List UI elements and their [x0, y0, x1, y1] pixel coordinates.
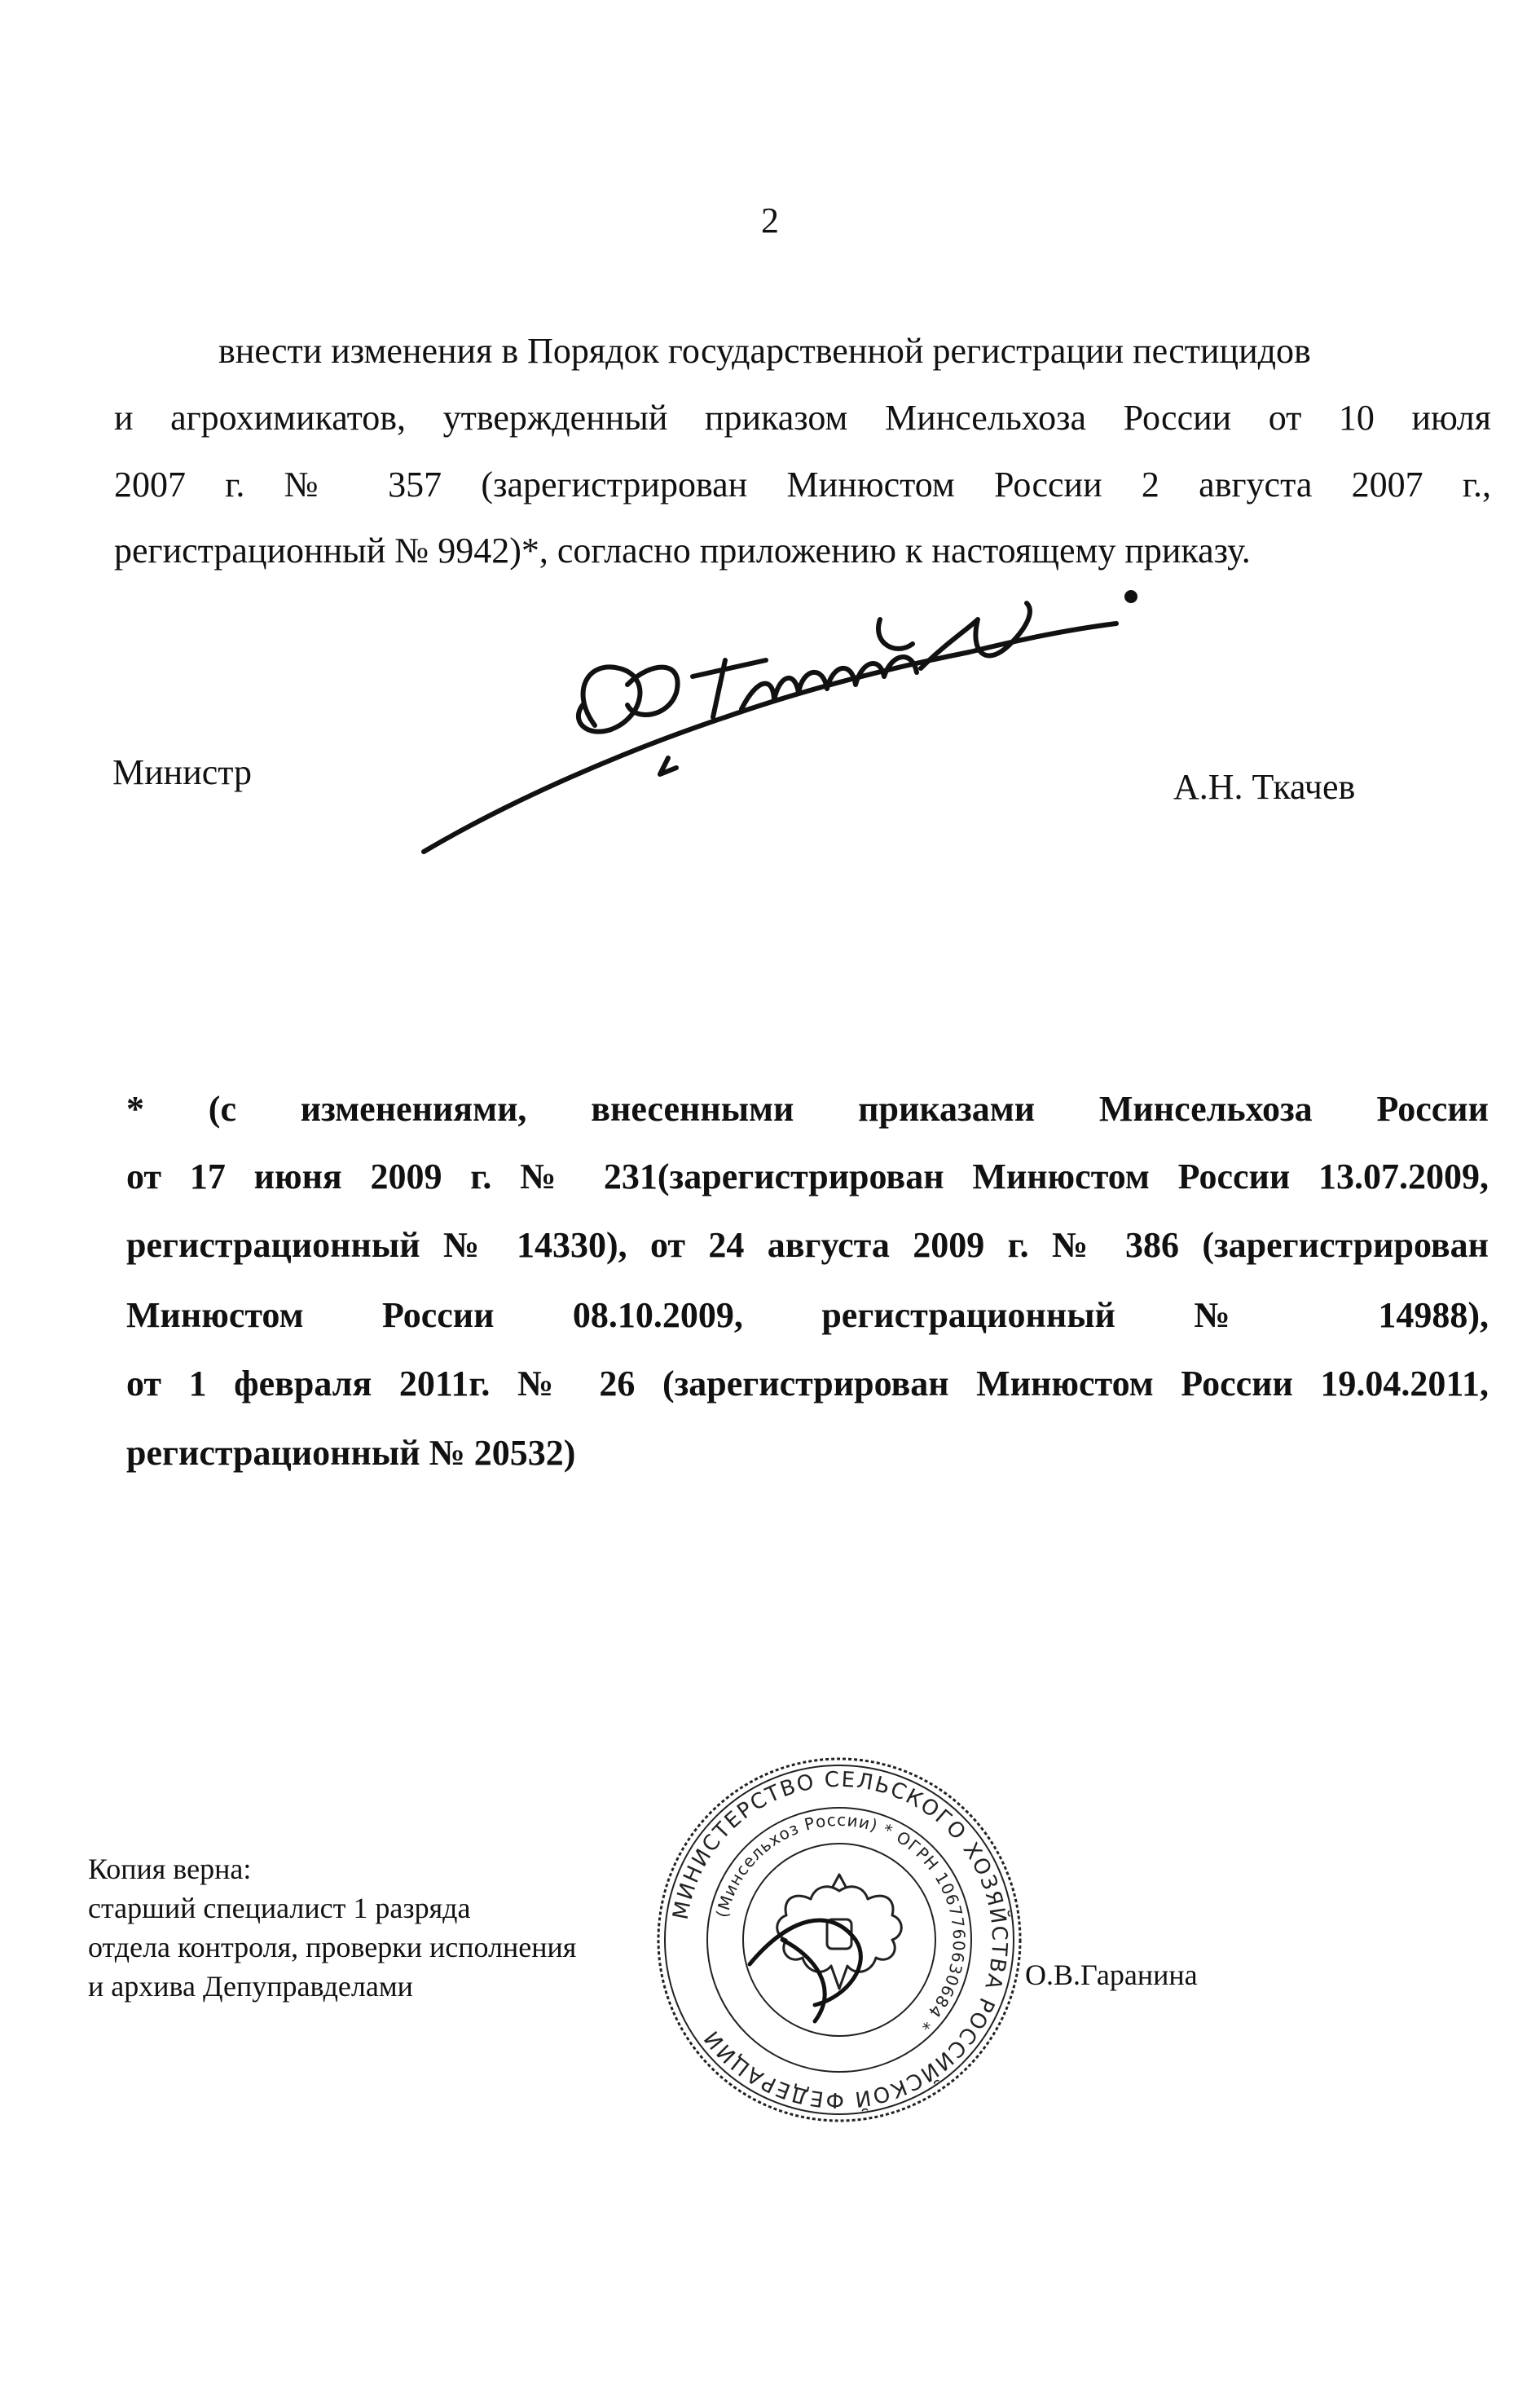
- handwritten-signature: [383, 554, 1165, 880]
- signature-name: А.Н. Ткачев: [1173, 767, 1356, 807]
- footnote-line-1: * (с изменениями, внесенными приказами Минсельхоза России: [126, 1089, 1489, 1129]
- copy-signer: О.В.Гаранина: [1025, 1959, 1198, 1991]
- stamp-inner-text: (Минсельхоз России) * ОГРН 1067760630684 *: [711, 1809, 970, 2035]
- footnote-line-4: Минюстом России 08.10.2009, регистрационный № 14988),: [126, 1295, 1489, 1335]
- copy-line-4: и архива Депуправделами: [88, 1970, 413, 2003]
- body-line-4: регистрационный № 9942)*, согласно приложению к настоящему приказу.: [114, 531, 1251, 571]
- footnote-line-2: от 17 июня 2009 г. № 231(зарегистрирован Минюстом России 13.07.2009,: [126, 1157, 1489, 1196]
- page-number: 2: [761, 200, 779, 240]
- copy-line-2: старший специалист 1 разряда: [88, 1892, 471, 1924]
- copy-line-1: Копия верна:: [88, 1853, 252, 1885]
- stamp-handwritten-mark: [750, 1920, 860, 2021]
- copy-line-3: отдела контроля, проверки исполнения: [88, 1931, 577, 1963]
- eagle-emblem-icon: [777, 1875, 902, 1989]
- body-line-3: 2007 г. № 357 (зарегистрирован Минюстом России 2 августа 2007 г.,: [114, 465, 1491, 505]
- footnote-line-5: от 1 февраля 2011г. № 26 (зарегистрирован Минюстом России 19.04.2011,: [126, 1364, 1489, 1404]
- signature-title: Министр: [112, 752, 253, 792]
- footnote-line-6: регистрационный № 20532): [126, 1433, 576, 1473]
- body-line-2: и агрохимикатов, утвержденный приказом Минсельхоза России от 10 июля: [114, 398, 1491, 438]
- stamp-outer-text: МИНИСТЕРСТВО СЕЛЬСКОГО ХОЗЯЙСТВА РОССИЙСКОЙ ФЕДЕРАЦИИ: [668, 1767, 1012, 2113]
- footnote-line-3: регистрационный № 14330), от 24 августа 2009 г. № 386 (зарегистрирован: [126, 1225, 1489, 1265]
- official-stamp: [652, 1752, 1027, 2127]
- body-line-1: внести изменения в Порядок государственной регистрации пестицидов: [218, 331, 1311, 371]
